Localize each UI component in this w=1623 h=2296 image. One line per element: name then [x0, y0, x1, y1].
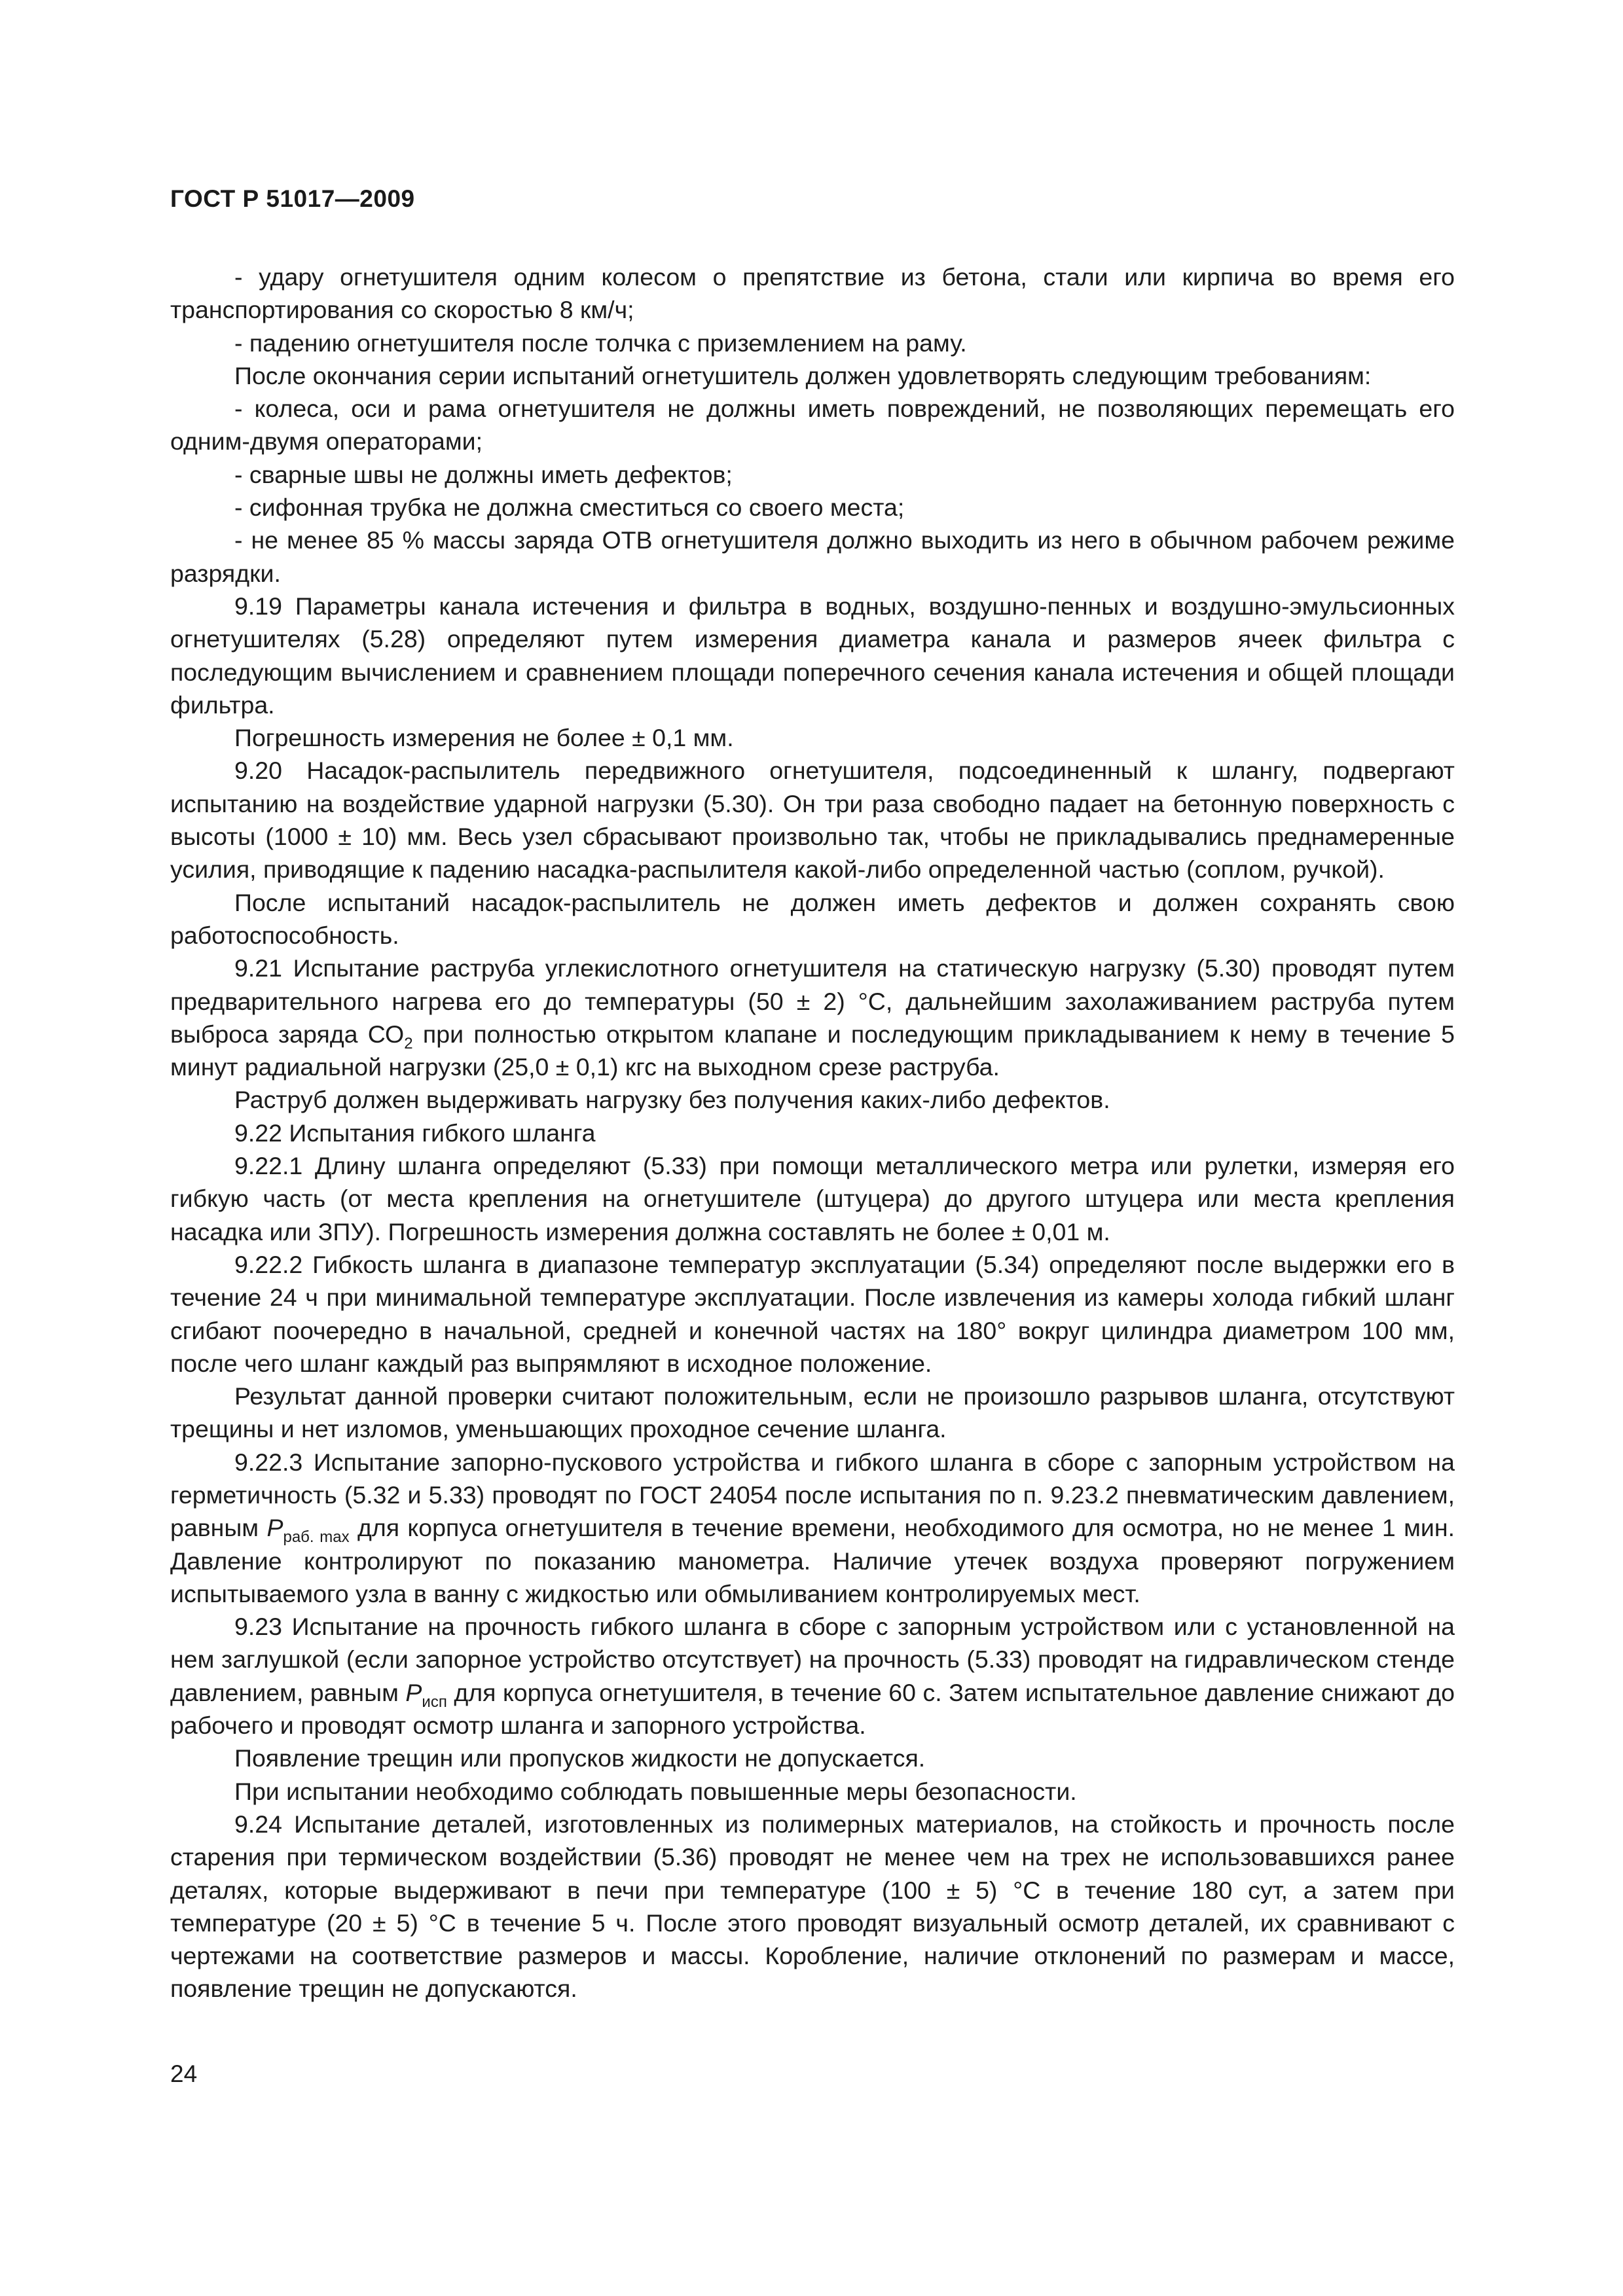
paragraph: Результат данной проверки считают положительным, если не произошло разрывов шланга, отсутствуют трещины и нет изломов, уменьшающих проходное сечение шланга. [170, 1382, 1455, 1443]
paragraph-9-22-3 [170, 1446, 1455, 1610]
document-body [170, 260, 1455, 2005]
paragraph: При испытании необходимо соблюдать повышенные меры безопасности. [234, 1777, 1077, 1805]
paragraph: Раструб должен выдерживать нагрузку без получения каких-либо дефектов. [234, 1086, 1110, 1114]
text-fragment: для корпуса огнетушителя в течение времени, необходимого для осмотра, но не менее 1 мин. Давление контролируют по показанию манометра. Наличие утечек воздуха проверяют погружением испытываемого узла в ванну с жидкостью или обмыливанием контролируемых мест. [170, 1514, 1455, 1607]
paragraph: 9.22.1 Длину шланга определяют (5.33) при помощи металлического метра или рулетки, измеряя его гибкую часть (от места крепления на огнетушителе (штуцера) до другого штуцера или места крепления насадка или ЗПУ). Погрешность измерения должна составлять не более ± 0,01 м. [170, 1152, 1455, 1246]
text-fragment: 9.21 Испытание раструба углекислотного огнетушителя на статическую нагрузку (5.30) проводят путем предварительного нагрева его до температуры (50 ± 2) °С, дальнейшим захолаживанием раструба путем выброса заряда СО [170, 954, 1455, 1048]
pressure-working-subscript: раб. max [283, 1528, 350, 1547]
document-header: ГОСТ Р 51017—2009 [170, 185, 415, 212]
paragraph: - удару огнетушителя одним колесом о препятствие из бетона, стали или кирпича во время его транспортирования со скоростью 8 км/ч; [170, 263, 1455, 324]
paragraph: 9.24 Испытание деталей, изготовленных из полимерных материалов, на стойкость и прочность после старения при термическом воздействии (5.36) проводят не менее чем на трех не использовавшихся ранее деталях, которые выдерживают в печи при температуре (100 ± 5) °С в течение 180 сут, а затем при температуре (20 ± 5) °С в течение 5 ч. После этого проводят визуальный осмотр деталей, их сравнивают с чертежами на соответствие размеров и массы. Коробление, наличие отклонений по размерам и массе, появление трещин не допускаются. [170, 1810, 1455, 2003]
text-fragment: при полностью открытом клапане и последующим прикладыванием к нему в течение 5 минут радиальной нагрузки (25,0 ± 0,1) кгс на выходном срезе раструба. [170, 1020, 1455, 1081]
paragraph-9-21 [170, 952, 1455, 1083]
paragraph: - сифонная трубка не должна сместиться со своего места; [234, 493, 905, 522]
paragraph: - сварные швы не должны иметь дефектов; [234, 460, 733, 488]
page-number: 24 [170, 2060, 198, 2087]
pressure-symbol: P [266, 1514, 283, 1542]
co2-subscript: 2 [404, 1034, 413, 1052]
paragraph-9-23 [170, 1610, 1455, 1742]
paragraph: 9.22 Испытания гибкого шланга [234, 1119, 596, 1147]
text-fragment: 9.23 Испытание на прочность гибкого шланга в сборе с запорным устройством или с установленной на нем заглушкой (если запорное устройство отсутствует) на прочность (5.33) проводят на гидравлическом стенде давлением, равным [170, 1613, 1455, 1706]
pressure-test-subscript: исп [422, 1693, 447, 1711]
paragraph: - падению огнетушителя после толчка с приземлением на раму. [234, 329, 967, 357]
paragraph: После испытаний насадок-распылитель не должен иметь дефектов и должен сохранять свою работоспособность. [170, 888, 1455, 949]
paragraph: 9.22.2 Гибкость шланга в диапазоне температур эксплуатации (5.34) определяют после выдержки его в течение 24 ч при минимальной температуре эксплуатации. После извлечения из камеры холода гибкий шланг сгибают поочередно в начальной, средней и конечной частях на 180° вокруг цилиндра диаметром 100 мм, после чего шланг каждый раз выпрямляют в исходное положение. [170, 1250, 1455, 1377]
pressure-symbol: P [405, 1678, 422, 1706]
paragraph: - не менее 85 % массы заряда ОТВ огнетушителя должно выходить из него в обычном рабочем режиме разрядки. [170, 526, 1455, 587]
paragraph: 9.20 Насадок-распылитель передвижного огнетушителя, подсоединенный к шлангу, подвергают испытанию на воздействие ударной нагрузки (5.30). Он три раза свободно падает на бетонную поверхность с высоты (1000 ± 10) мм. Весь узел сбрасывают произвольно так, чтобы не прикладывались преднамеренные усилия, приводящие к падению насадка-распылителя какой-либо определенной частью (соплом, ручкой). [170, 757, 1455, 884]
paragraph: Появление трещин или пропусков жидкости не допускается. [234, 1744, 926, 1772]
paragraph: Погрешность измерения не более ± 0,1 мм. [234, 724, 734, 752]
paragraph: После окончания серии испытаний огнетушитель должен удовлетворять следующим требованиям: [234, 361, 1372, 389]
paragraph: 9.19 Параметры канала истечения и фильтра в водных, воздушно-пенных и воздушно-эмульсионных огнетушителях (5.28) определяют путем измерения диаметра канала и размеров ячеек фильтра с последующим вычислением и сравнением площади поперечного сечения канала истечения и общей площади фильтра. [170, 592, 1455, 719]
text-fragment: для корпуса огнетушителя, в течение 60 с. Затем испытательное давление снижают до рабочего и проводят осмотр шланга и запорного устройства. [170, 1678, 1455, 1740]
paragraph: - колеса, оси и рама огнетушителя не должны иметь повреждений, не позволяющих перемещать его одним-двумя операторами; [170, 395, 1455, 456]
text-fragment: 9.22.3 Испытание запорно-пускового устройства и гибкого шланга в сборе с запорным устройством на герметичность (5.32 и 5.33) проводят по ГОСТ 24054 после испытания по п. 9.23.2 пневматическим давлением, равным [170, 1448, 1455, 1542]
